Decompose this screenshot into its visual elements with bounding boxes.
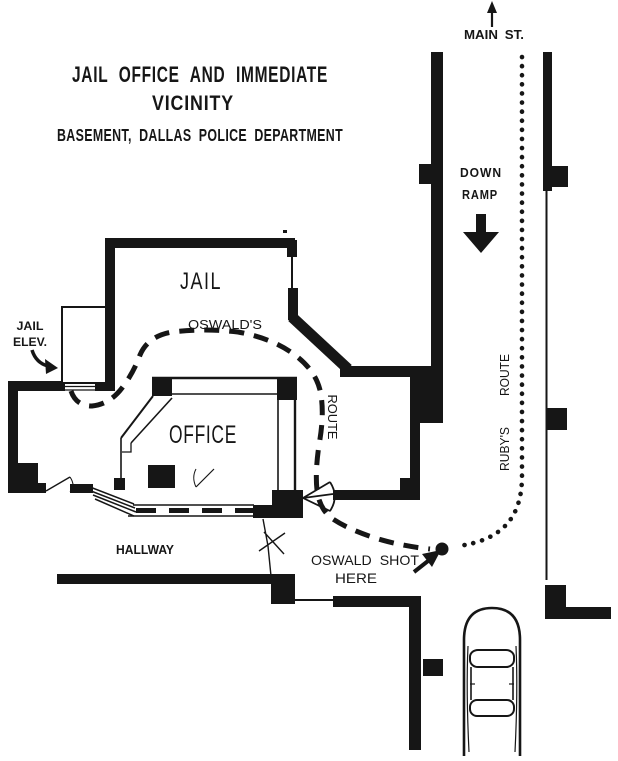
- ruby-route: [458, 57, 522, 546]
- oswald-shot-label-line1: OSWALD SHOT: [311, 552, 420, 568]
- title-line1: JAIL OFFICE AND IMMEDIATE: [72, 62, 328, 87]
- down-ramp-arrow: [463, 214, 499, 253]
- main-st-label: MAIN ST.: [464, 28, 524, 42]
- angled-counter-line-3: [93, 495, 136, 512]
- jail-room-label: JAIL: [180, 268, 222, 295]
- oswalds-label: OSWALD'S: [188, 318, 262, 332]
- hallway-label: HALLWAY: [116, 542, 175, 557]
- jail-elev-arrowhead: [45, 359, 58, 374]
- jail-elevator: [62, 307, 106, 390]
- car-illustration: [464, 608, 520, 756]
- office-left-notch: [122, 443, 131, 452]
- jail-elev-pointer: [32, 350, 58, 374]
- angled-counter-line-1: [90, 487, 134, 504]
- elevator-shaft: [62, 307, 106, 383]
- down-ramp-label-line2: RAMP: [462, 187, 498, 202]
- office-chamfer-inner-wall: [131, 398, 172, 443]
- oswald-route-label: ROUTE: [325, 394, 339, 439]
- car-body: [464, 608, 520, 756]
- main-st-arrowhead: [487, 1, 497, 13]
- vestibule-door-leaf: [46, 477, 70, 491]
- ruby-route-path: [458, 57, 522, 546]
- ruby-route-label: ROUTE: [498, 352, 512, 396]
- rubys-label: RUBY'S: [498, 425, 512, 471]
- down-ramp-label-line1: DOWN: [460, 165, 502, 180]
- jail-elev-label-line2: ELEV.: [13, 335, 47, 349]
- jail-elev-label-line1: JAIL: [16, 319, 44, 333]
- car-rear-window: [470, 700, 514, 716]
- title-line3: BASEMENT, DALLAS POLICE DEPARTMENT: [57, 125, 343, 145]
- office-room-label: OFFICE: [169, 421, 237, 449]
- car-windshield: [470, 650, 514, 667]
- hallway-door-arc: [194, 469, 196, 487]
- hallway-door-leaf: [196, 469, 214, 487]
- main-st-arrow: [487, 1, 497, 27]
- crossing-door-x: [259, 519, 285, 576]
- title-line2: VICINITY: [152, 92, 234, 115]
- oswald-shot-label-line2: HERE: [335, 570, 377, 586]
- office-chamfer-outer-wall: [121, 396, 153, 438]
